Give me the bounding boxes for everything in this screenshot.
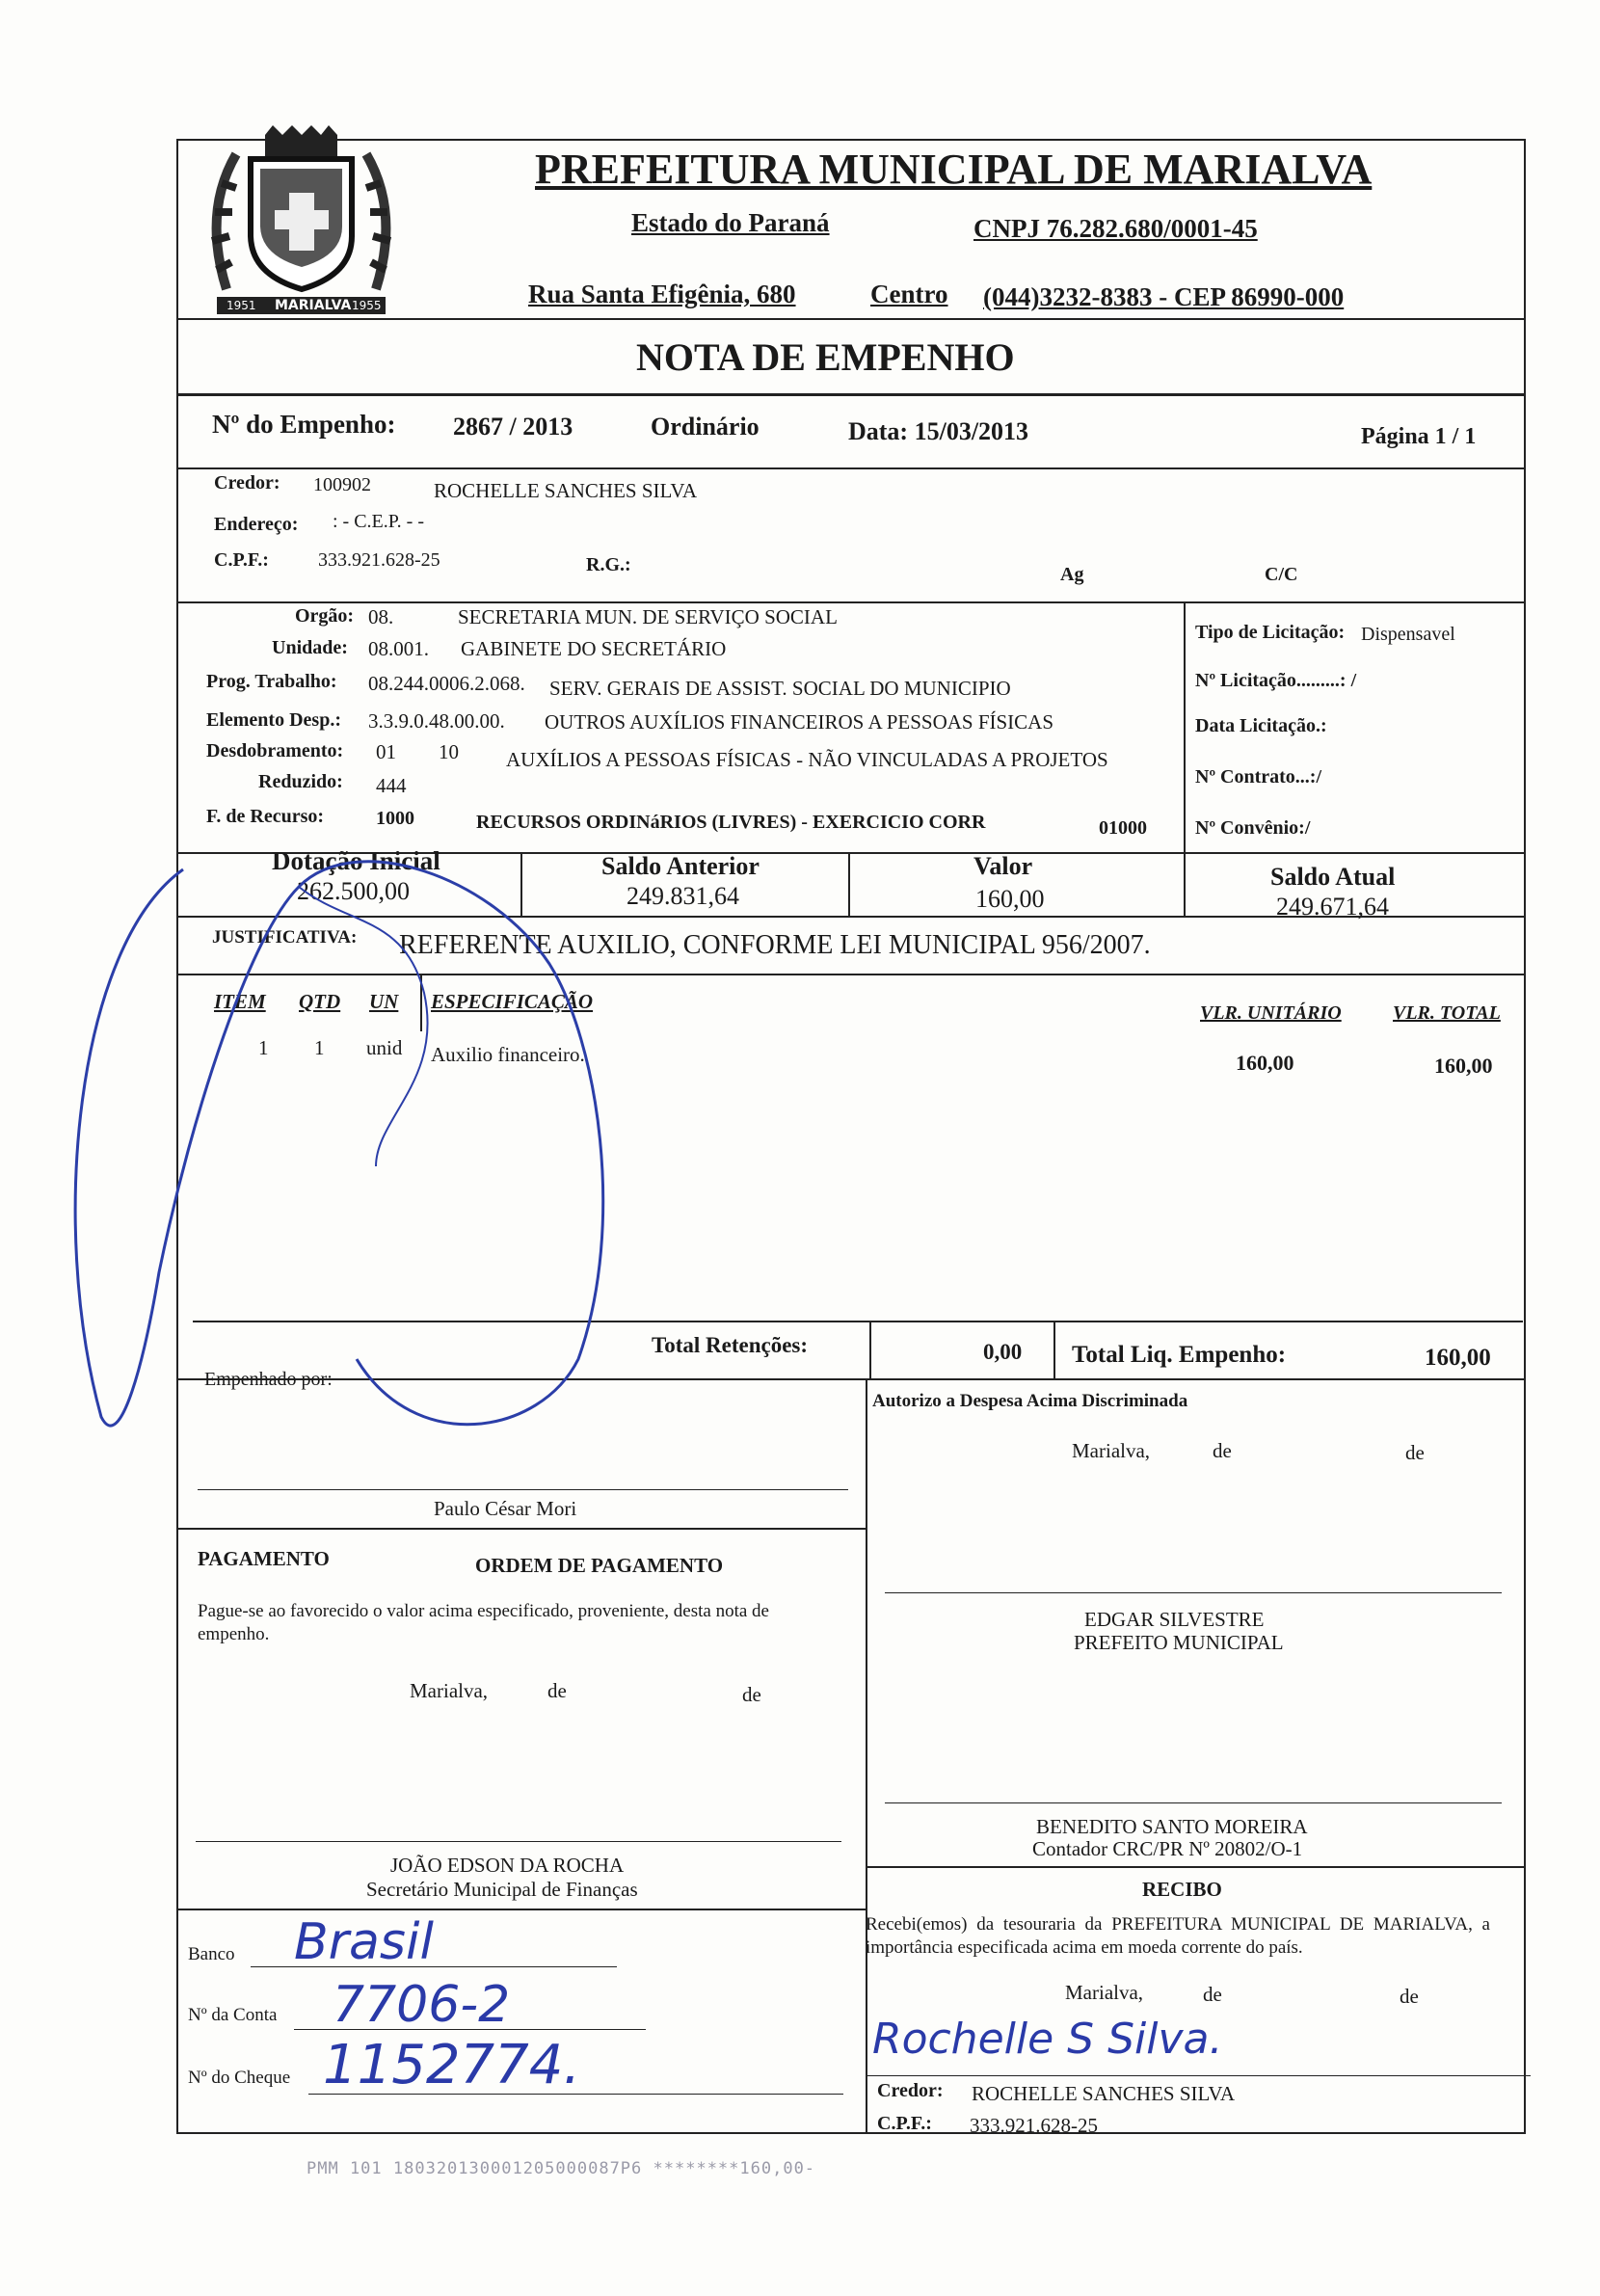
contador-name: BENEDITO SANTO MOREIRA: [1036, 1815, 1308, 1838]
seal-year-right: 1955: [352, 299, 382, 312]
district: Centro: [870, 280, 948, 308]
prefeito-title: PREFEITO MUNICIPAL: [1074, 1631, 1284, 1654]
orgao-code: 08.: [368, 605, 394, 628]
desd-code1: 01: [376, 740, 396, 763]
pagamento-de2: de: [742, 1683, 761, 1706]
desd-label: Desdobramento:: [206, 740, 344, 761]
autorizo-de2: de: [1405, 1441, 1425, 1464]
fonte-num: 01000: [1099, 817, 1147, 839]
tipo-licitacao: Dispensavel: [1361, 624, 1455, 645]
doc-title: NOTA DE EMPENHO: [636, 335, 1015, 379]
recibo-credor: ROCHELLE SANCHES SILVA: [972, 2082, 1236, 2105]
saldo-atual-value: 249.671,64: [1276, 893, 1389, 921]
cc-label: C/C: [1265, 564, 1298, 585]
handwritten-loop-mark: [58, 819, 675, 1446]
coat-of-arms-seal: [198, 125, 405, 318]
contador-title: Contador CRC/PR Nº 20802/O-1: [1032, 1837, 1303, 1860]
page-number: Página 1 / 1: [1361, 424, 1477, 449]
saldo-anterior-value: 249.831,64: [627, 882, 739, 910]
orgao-label: Orgão:: [295, 605, 355, 627]
unidade-code: 08.001.: [368, 637, 429, 660]
secretario-name: JOÃO EDSON DA ROCHA: [390, 1854, 625, 1877]
recibo-label: RECIBO: [1142, 1878, 1222, 1901]
recibo-credor-label: Credor:: [877, 2080, 944, 2101]
pagamento-de1: de: [547, 1679, 567, 1702]
reduzido-label: Reduzido:: [258, 771, 343, 792]
seal-year-left: 1951: [227, 299, 256, 312]
address-label: Endereço:: [214, 514, 299, 535]
empenhado-label: Empenhado por:: [204, 1369, 333, 1390]
secretario-title: Secretário Municipal de Finanças: [366, 1878, 638, 1901]
total-liq: 160,00: [1425, 1345, 1491, 1371]
row-qtd: 1: [314, 1036, 325, 1059]
col-un: UN: [369, 990, 399, 1013]
empenho-date: Data: 15/03/2013: [848, 417, 1029, 445]
col-qtd: QTD: [299, 990, 341, 1013]
total-retencoes-label: Total Retenções:: [652, 1333, 809, 1357]
fonte-label: F. de Recurso:: [206, 806, 325, 827]
justificativa-label: JUSTIFICATIVA:: [212, 927, 358, 948]
autorizo-label: Autorizo a Despesa Acima Discriminada: [872, 1391, 1188, 1411]
pagamento-city: Marialva,: [410, 1679, 489, 1702]
pagamento-label: PAGAMENTO: [198, 1547, 330, 1570]
desd-code2: 10: [439, 740, 459, 763]
seal-name: MARIALVA: [275, 298, 352, 313]
banco-label: Banco: [188, 1944, 235, 1964]
valor-value: 160,00: [975, 885, 1045, 913]
state-name: Estado do Paraná: [631, 208, 830, 237]
unidade-label: Unidade:: [272, 637, 348, 658]
saldo-anterior-label: Saldo Anterior: [601, 852, 760, 880]
total-retencoes: 0,00: [983, 1340, 1023, 1364]
credor-label: Credor:: [214, 472, 280, 494]
dotacao-value: 262.500,00: [297, 877, 410, 905]
contrato: Nº Contrato...:/: [1195, 766, 1322, 788]
credor-name: ROCHELLE SANCHES SILVA: [434, 479, 698, 502]
row-especificacao: Auxilio financeiro.: [431, 1043, 585, 1066]
licitacao-data: Data Licitação.:: [1195, 715, 1327, 736]
cheque-value: 1152774.: [323, 2034, 581, 2096]
recibo-de2: de: [1400, 1985, 1419, 2008]
cnpj: CNPJ 76.282.680/0001-45: [973, 214, 1258, 243]
prog-code: 08.244.0006.2.068.: [368, 672, 525, 695]
empenho-type: Ordinário: [651, 413, 760, 441]
address-value: : - C.E.P. - -: [333, 511, 424, 532]
ag-label: Ag: [1060, 564, 1084, 585]
recibo-cpf: 333.921.628-25: [970, 2114, 1098, 2137]
recibo-cpf-label: C.P.F.:: [877, 2113, 932, 2134]
recibo-city: Marialva,: [1065, 1981, 1144, 2004]
elem-name: OUTROS AUXÍLIOS FINANCEIROS A PESSOAS FÍSICAS: [545, 710, 1054, 734]
total-liq-label: Total Liq. Empenho:: [1072, 1342, 1287, 1368]
row-un: unid: [366, 1036, 403, 1059]
col-vlr-unitario: VLR. UNITÁRIO: [1200, 1002, 1342, 1024]
empenhado-name: Paulo César Mori: [434, 1497, 577, 1520]
ordem-pagamento-label: ORDEM DE PAGAMENTO: [475, 1554, 724, 1577]
col-especificacao: ESPECIFICAÇÃO: [431, 990, 594, 1013]
dotacao-label: Dotação Inicial: [272, 846, 440, 875]
credor-code: 100902: [313, 474, 371, 495]
desd-name: AUXÍLIOS A PESSOAS FÍSICAS - NÃO VINCULADAS A PROJETOS: [506, 748, 1108, 771]
prefeito-name: EDGAR SILVESTRE: [1084, 1608, 1265, 1631]
reduzido-value: 444: [376, 774, 407, 797]
col-vlr-total: VLR. TOTAL: [1393, 1002, 1501, 1024]
recibo-signature: Rochelle S Silva.: [872, 2015, 1223, 2064]
autorizo-city: Marialva,: [1072, 1439, 1151, 1462]
prog-name: SERV. GERAIS DE ASSIST. SOCIAL DO MUNICIPIO: [549, 677, 1011, 700]
col-item: ITEM: [214, 990, 266, 1013]
pagamento-text: Pague-se ao favorecido o valor acima especificado, proveniente, desta nota de empenho.: [198, 1601, 769, 1644]
conta-label: Nº da Conta: [188, 2005, 278, 2025]
orgao-name: SECRETARIA MUN. DE SERVIÇO SOCIAL: [458, 605, 838, 628]
autorizo-de1: de: [1213, 1439, 1232, 1462]
row-vlr-total: 160,00: [1434, 1054, 1493, 1078]
elem-label: Elemento Desp.:: [206, 709, 341, 731]
conta-value: 7706-2: [333, 1976, 511, 2034]
recibo-text: Recebi(emos) da tesouraria da PREFEITURA MUNICIPAL DE MARIALVA, a importância especificada acima em moeda corrente do país.: [866, 1914, 1490, 1958]
municipality-title: PREFEITURA MUNICIPAL DE MARIALVA: [535, 146, 1373, 193]
valor-label: Valor: [973, 852, 1033, 880]
phone-cep: (044)3232-8383 - CEP 86990-000: [983, 282, 1345, 311]
cpf-value: 333.921.628-25: [318, 549, 440, 571]
convenio: Nº Convênio:/: [1195, 817, 1311, 839]
recibo-de1: de: [1203, 1983, 1222, 2006]
banco-value: Brasil: [294, 1913, 434, 1971]
row-item: 1: [258, 1036, 269, 1059]
empenho-label: Nº do Empenho:: [212, 410, 396, 439]
prog-label: Prog. Trabalho:: [206, 671, 337, 692]
empenho-number: 2867 / 2013: [453, 413, 573, 441]
street-address: Rua Santa Efigênia, 680: [528, 280, 796, 308]
unidade-name: GABINETE DO SECRETÁRIO: [461, 637, 727, 660]
tipo-licitacao-label: Tipo de Licitação:: [1195, 622, 1346, 643]
saldo-atual-label: Saldo Atual: [1270, 863, 1396, 891]
rg-label: R.G.:: [586, 554, 631, 575]
fonte-name: RECURSOS ORDINáRIOS (LIVRES) - EXERCICIO CORR: [476, 812, 986, 833]
footer-code: PMM 101 180320130001205000087P6 ********160,00-: [307, 2159, 816, 2178]
licitacao-num: Nº Licitação.........: /: [1195, 670, 1357, 691]
row-vlr-unitario: 160,00: [1236, 1051, 1294, 1075]
elem-code: 3.3.9.0.48.00.00.: [368, 709, 505, 733]
cpf-label: C.P.F.:: [214, 549, 269, 571]
cheque-label: Nº do Cheque: [188, 2068, 291, 2088]
justificativa-text: REFERENTE AUXILIO, CONFORME LEI MUNICIPAL 956/2007.: [399, 930, 1151, 960]
fonte-code: 1000: [376, 808, 414, 829]
